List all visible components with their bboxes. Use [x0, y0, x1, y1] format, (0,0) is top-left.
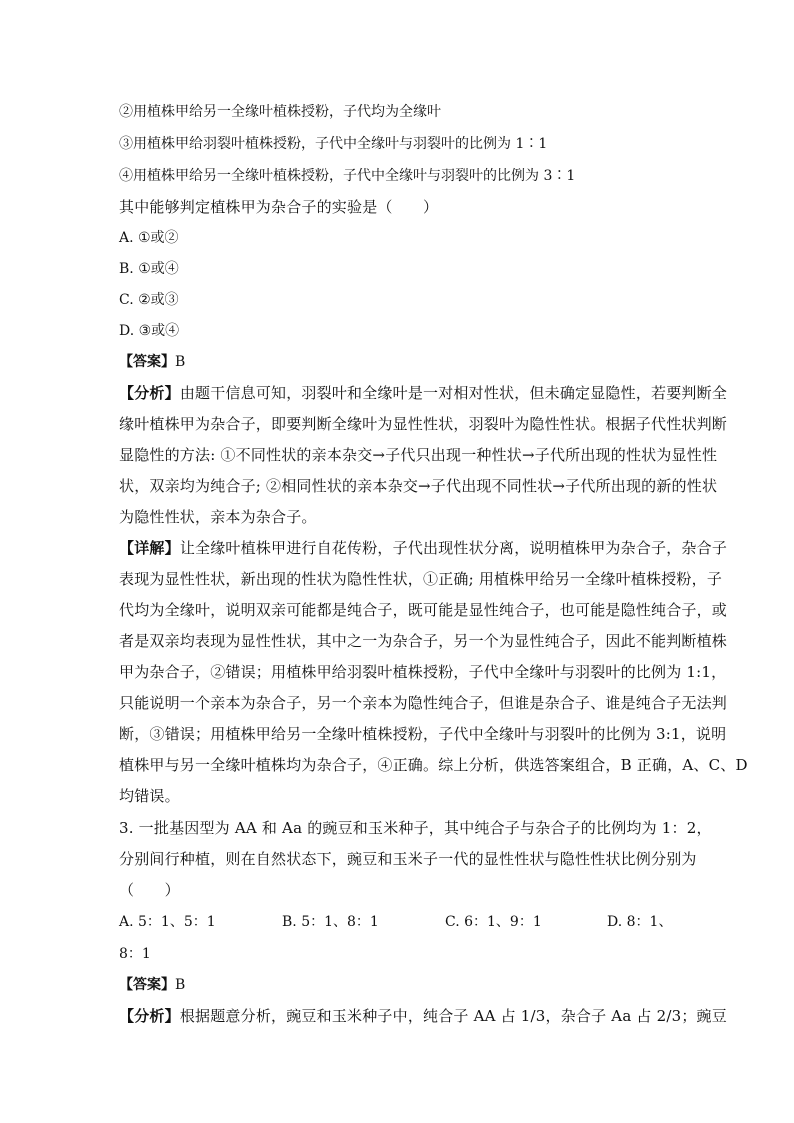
statement-4: ④用植株甲给另一全缘叶植株授粉，子代中全缘叶与羽裂叶的比例为 3∶1: [119, 168, 576, 184]
detail-line: 者是双亲均表现为显性性状，其中之一为杂合子，另一个为显性纯合子，因此不能判断植株: [119, 632, 728, 650]
detail-line: 植株甲与另一全缘叶植株均为杂合子，④正确。综上分析，供选答案组合，B 正确，A、C、D: [119, 756, 748, 774]
statement-3: ③用植株甲给羽裂叶植株授粉，子代中全缘叶与羽裂叶的比例为 1∶1: [119, 136, 548, 152]
q3-option-d: D. 8：1、: [607, 914, 673, 930]
analysis-line: 缘叶植株甲为杂合子，即要判断全缘叶为显性性状，羽裂叶为隐性性状。根据子代性状判断: [119, 415, 728, 433]
q2-option-a: A. ①或②: [119, 230, 179, 246]
answer-tag: 【答案】: [119, 977, 175, 993]
q3-analysis: [119, 1006, 727, 1026]
q3-stem: 分别间行种植，则在自然状态下，豌豆和玉米子一代的显性性状与隐性性状比例分别为: [119, 850, 697, 868]
analysis-tag: 【分析】: [119, 1007, 180, 1025]
analysis-tag: 【分析】: [119, 384, 180, 402]
detail-line: 表现为显性性状，新出现的性状为隐性性状，①正确; 用植株甲给另一全缘叶植株授粉，子: [119, 570, 723, 588]
analysis-line: 状，双亲均为纯合子; ②相同性状的亲本杂交→子代出现不同性状→子代所出现的新的性状: [119, 477, 718, 495]
analysis-line: [119, 383, 727, 403]
q2-option-b: B. ①或④: [119, 261, 179, 277]
detail-line: 断，③错误；用植株甲给另一全缘叶植株授粉，子代中全缘叶与羽裂叶的比例为 3:1，说明: [119, 725, 727, 743]
answer-value: B: [175, 977, 186, 993]
q3-option-a: A. 5：1、5：1: [119, 914, 216, 930]
statement-2: ②用植株甲给另一全缘叶植株授粉，子代均为全缘叶: [119, 104, 441, 120]
q3-stem: （ ）: [119, 881, 180, 899]
analysis-text: 根据题意分析，豌豆和玉米种子中，纯合子 AA 占 1/3，杂合子 Aa 占 2/3；豌豆: [179, 1007, 727, 1025]
analysis-text: 由题干信息可知，羽裂叶和全缘叶是一对相对性状，但未确定显隐性，若要判断全: [179, 384, 728, 402]
detail-text: 让全缘叶植株甲进行自花传粉，子代出现性状分离，说明植株甲为杂合子，杂合子: [179, 539, 728, 557]
q3-option-b: B. 5：1、8：1: [282, 914, 379, 930]
q3-stem: 3. 一批基因型为 AA 和 Aa 的豌豆和玉米种子，其中纯合子与杂合子的比例均为 1：2，: [119, 819, 712, 837]
q2-option-c: C. ②或③: [119, 292, 179, 308]
analysis-line: 为隐性性状，亲本为杂合子。: [119, 508, 317, 526]
q3-answer: [119, 975, 185, 995]
q3-option-d-cont: 8：1: [119, 946, 151, 962]
analysis-line: 显隐性的方法: ①不同性状的亲本杂交→子代只出现一种性状→子代所出现的性状为显性性: [119, 446, 718, 464]
answer-tag: 【答案】: [119, 354, 175, 370]
detail-line: [119, 538, 727, 558]
q3-option-c: C. 6：1、9：1: [445, 914, 542, 930]
q2-option-d: D. ③或④: [119, 323, 180, 339]
q2-stem: 其中能够判定植株甲为杂合子的实验是（ ）: [119, 198, 439, 216]
detail-line: 代均为全缘叶，说明双亲可能都是纯合子，既可能是显性纯合子，也可能是隐性纯合子，或: [119, 601, 728, 619]
detail-line: 甲为杂合子，②错误；用植株甲给羽裂叶植株授粉，子代中全缘叶与羽裂叶的比例为 1:1，: [119, 663, 727, 681]
detail-line: 均错误。: [119, 787, 180, 805]
detail-tag: 【详解】: [119, 539, 180, 557]
detail-line: 只能说明一个亲本为杂合子，另一个亲本为隐性纯合子，但谁是杂合子、谁是纯合子无法判: [119, 694, 728, 712]
q2-answer: [119, 352, 185, 372]
answer-value: B: [175, 354, 186, 370]
